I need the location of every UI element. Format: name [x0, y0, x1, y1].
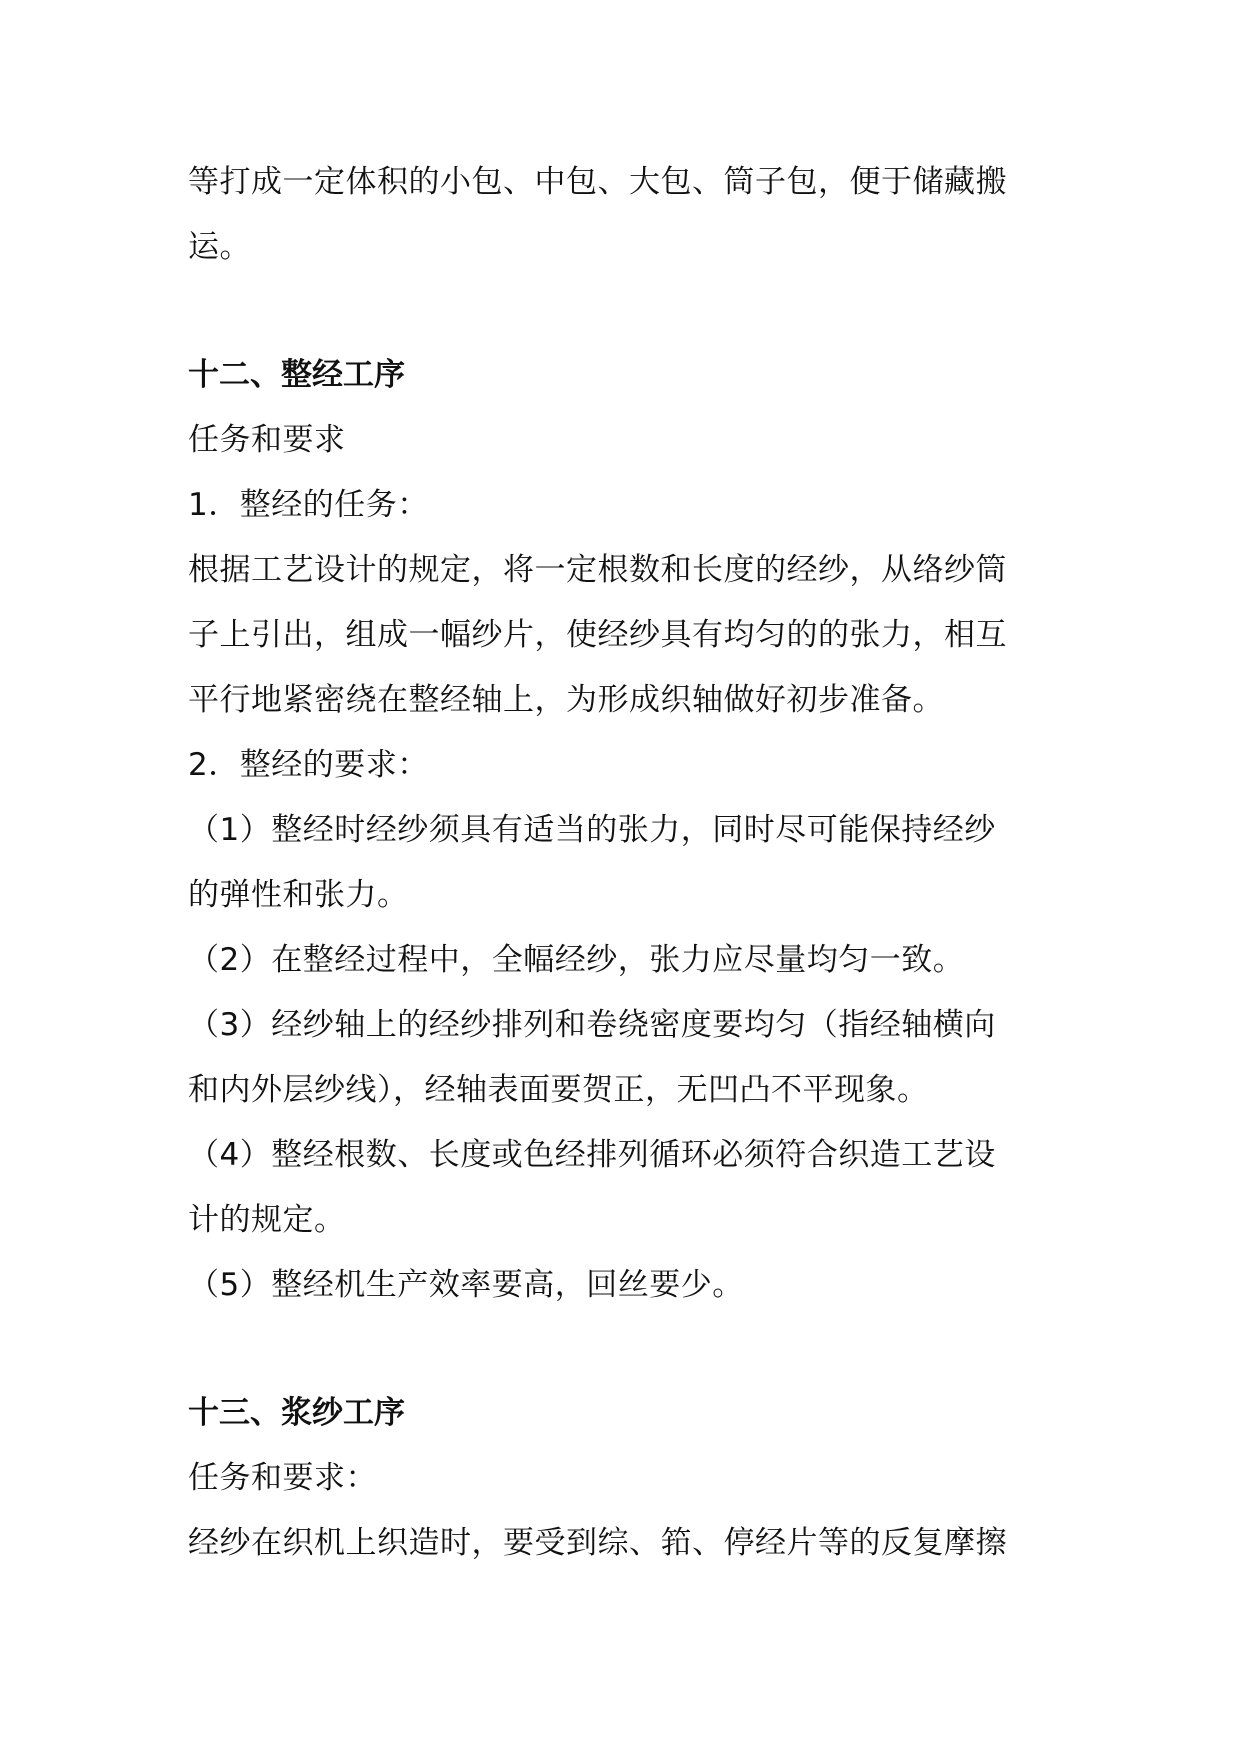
- paragraph-line: 经纱在织机上织造时，要受到综、筘、停经片等的反复摩擦: [188, 1525, 1007, 1561]
- section-heading: 十三、浆纱工序: [188, 1395, 405, 1431]
- requirement-line: （2）在整经过程中，全幅经纱，张力应尽量均匀一致。: [188, 942, 965, 978]
- requirement-line: （1）整经时经纱须具有适当的张力，同时尽可能保持经纱: [188, 812, 996, 848]
- previous-section-continuation: [188, 150, 1068, 280]
- requirement-line: 和内外层纱线），经轴表面要贺正，无凹凸不平现象。: [188, 1072, 929, 1108]
- requirement-line: （4）整经根数、长度或色经排列循环必须符合织造工艺设: [188, 1137, 996, 1173]
- requirement-line: 的弹性和张力。: [188, 877, 409, 913]
- requirements-title: 2．整经的要求：: [188, 747, 429, 783]
- section-warping: [188, 343, 1068, 1318]
- document-page: [188, 150, 1068, 1576]
- section-subheading: 任务和要求: [188, 422, 346, 458]
- paragraph-line: 子上引出，组成一幅纱片，使经纱具有均匀的的张力，相互: [188, 617, 1007, 653]
- section-subheading: 任务和要求：: [188, 1460, 377, 1496]
- requirement-line: 计的规定。: [188, 1202, 346, 1238]
- task-title: 1．整经的任务：: [188, 487, 429, 523]
- paragraph-line: 等打成一定体积的小包、中包、大包、筒子包，便于储藏搬: [188, 164, 1007, 200]
- section-sizing: [188, 1381, 1068, 1576]
- paragraph-line: 根据工艺设计的规定，将一定根数和长度的经纱，从络纱筒: [188, 552, 1007, 588]
- section-heading: 十二、整经工序: [188, 357, 405, 393]
- paragraph-line: 平行地紧密绕在整经轴上，为形成织轴做好初步准备。: [188, 682, 944, 718]
- requirement-line: （3）经纱轴上的经纱排列和卷绕密度要均匀（指经轴横向: [188, 1007, 996, 1043]
- paragraph-line: 运。: [188, 229, 251, 265]
- requirement-line: （5）整经机生产效率要高，回丝要少。: [188, 1267, 744, 1303]
